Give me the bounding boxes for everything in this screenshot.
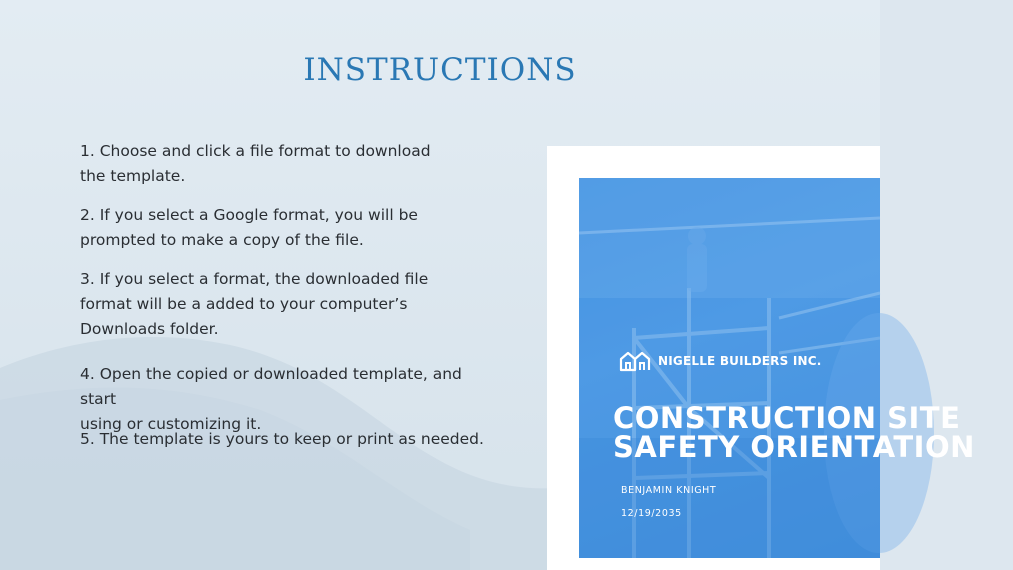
instruction-step-4: 4. Open the copied or downloaded template, and start using or customizing it. [80, 365, 462, 433]
cover-title [613, 401, 1013, 464]
template-cover [579, 178, 975, 558]
instruction-step-3: 3. If you select a format, the downloaded file format will be a added to your computer’s Downloads folder. [80, 270, 429, 338]
instruction-step-1: 1. Choose and click a file format to download the template. [80, 142, 431, 185]
instruction-step-5: 5. The template is yours to keep or print as needed. [80, 430, 484, 448]
cover-title-line-1: CONSTRUCTION SITE [613, 401, 961, 435]
author-name: BENJAMIN KNIGHT [621, 485, 717, 496]
instruction-step-2: 2. If you select a Google format, you will be prompted to make a copy of the file. [80, 206, 418, 249]
cover-title-line-2: SAFETY ORIENTATION [613, 430, 975, 464]
template-preview-card [547, 146, 975, 570]
company-logo [619, 350, 822, 372]
company-name: NIGELLE BUILDERS INC. [658, 354, 822, 368]
cover-date: 12/19/2035 [621, 508, 682, 519]
house-outline-icon [619, 350, 651, 372]
page-title: INSTRUCTIONS [303, 52, 577, 88]
